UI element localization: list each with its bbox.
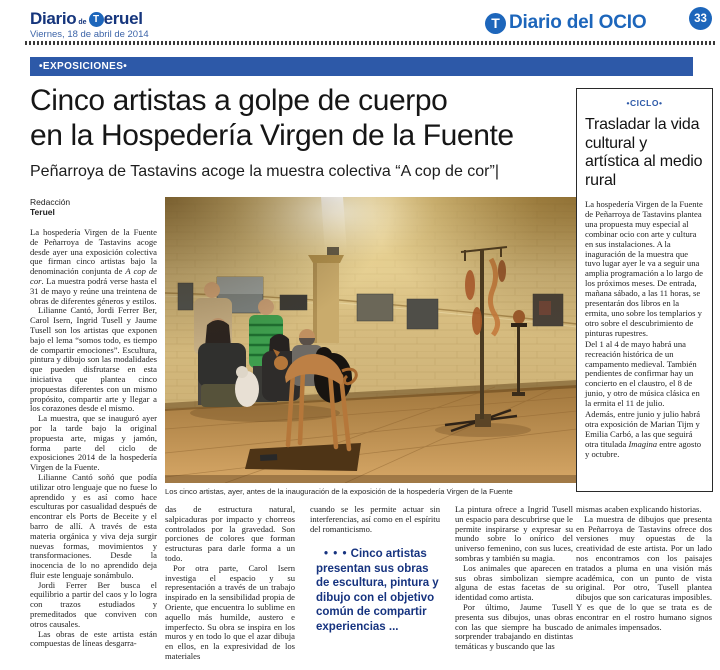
article-column-1	[30, 228, 157, 665]
ciclo-body	[585, 200, 704, 460]
ocio-logo	[484, 12, 646, 34]
paragraph: Del 1 al 4 de mayo habrá una recreación histórica de un campamento medieval. También pendientes de confirmar hay un concierto en el claustro, el 8 de junio, y otro de música clásica en la ermita el 11 de julio.	[585, 338, 700, 409]
byline	[30, 197, 70, 217]
paragraph: das de estructura natural, salpicaduras por impacto y chorreos controlados por la gravedad. Son porciones de colores que forman estructuras para darle forma a un todo.	[165, 505, 295, 563]
paragraph: Jordi Ferrer Ber busca el equilibrio a partir del caos y lo logra con trazos estudiados y premeditados que conviven con otros causales.	[30, 579, 157, 629]
paragraph: Lilianne Cantó soñó que podía utilizar otro lenguaje que no fuese lo aprendido y es así como hace esculturas por casualidad después de encontrar els Ports de Beceite y el barro de allí. A través de esta materia orgánica y viva deja surgir nuevas formas, movimientos y transformaciones. Desde la inocencia de lo no aprendido deja fluir este lenguaje sonámbulo.	[30, 471, 157, 580]
ciclo-section-label: •CICLO•	[626, 98, 663, 108]
paragraph-text: entre agosto y octubre.	[585, 438, 702, 459]
section-bar-exposiciones: •EXPOSICIONES•	[30, 57, 693, 76]
ocio-label: Diario del OCIO	[509, 12, 647, 33]
paragraph: cuando se les permite actuar sin interferencias, así como en el espíritu del romanticismo.	[310, 505, 440, 534]
article-column-4	[455, 505, 573, 668]
paragraph: La hospedería Virgen de la Fuente de Peñarroya de Tastavins plantea una propuesta muy especial al combinar ocio con arte y cultura en sus instalaciones. A la inaguración de la muestra que tuvo lugar ayer le va a seguir una amplia programación a lo largo de los próximos meses. De entrada, mañana sábado, a las 11 horas, se presentarán dos libros en la ermita, uno sobre los templarios y otro sobre el descubrimiento de pinturas rupestres.	[585, 199, 703, 338]
paragraph: La muestra, que se inauguró ayer por la tarde bajo la original propuesta arte, migas y jamón, forma parte del ciclo de exposiciones 2014 de la hospedería Virgen de la Fuente.	[30, 413, 157, 473]
headline-line1: Cinco artistas a golpe de cuerpo	[30, 84, 448, 117]
paragraph: Las obras de este artista están compuestas de líneas desgarra-	[30, 628, 157, 649]
ocio-t-icon: T	[485, 13, 506, 34]
byline-label: Redacción	[30, 197, 71, 207]
page-number-badge: 33	[689, 7, 712, 30]
paragraph: Por otra parte, Carol Isern investiga el espacio y su representación a través de un trabajo inspirado en la sensibilidad propia de Oriente, que encuentra lo sublime en aquello más humilde, austero e imperfecto. Su obra se inspira en los muros y en todo lo que el azar dibuja en ellos, en la expresividad de los materiales	[165, 562, 295, 661]
ciclo-sidebar-box	[576, 88, 713, 492]
paragraph-italic: Imagina	[628, 438, 658, 449]
pull-quote-text: Cinco artistas presentan sus obras de escultura, pintura y dibujo con el objetivo común de compartir experiencias ...	[316, 548, 439, 633]
article-photo	[165, 197, 577, 483]
paragraph-text: Además, entre junio y julio habrá otra exposición de Marian Tijm y Emilia Carbó, a las que seguirá otra titulada	[585, 409, 701, 449]
photo-caption: Los cinco artistas, ayer, antes de la inauguración de la exposición de la hospedería Virgen de la Fuente	[165, 487, 513, 496]
masthead-eruel: eruel	[103, 9, 143, 28]
teruel-t-icon: T	[89, 12, 104, 27]
article-headline	[30, 83, 575, 153]
dotted-rule	[25, 41, 715, 45]
pull-quote	[316, 547, 440, 634]
paragraph-text: La hospedería Virgen de la Fuente de Peñarroya de Tastavins acoge desde ayer una exposición colectiva que firman cinco artistas bajo la denominación conjunta de	[30, 228, 157, 277]
paragraph: Por último, Jaume Tusell presenta sus dibujos, unas obras con las que siempre ha buscado sorprender trabajando en distintas temáticas y buscando que las	[455, 601, 573, 652]
masthead-diario: Diario	[30, 9, 77, 28]
pull-quote-bullets: • • •	[324, 548, 348, 561]
paragraph	[30, 228, 157, 306]
byline-place: Teruel	[30, 207, 55, 217]
gallery-photo-illustration	[165, 197, 577, 483]
masthead-de: de	[78, 18, 87, 26]
headline-line2: en la Hospedería Virgen de la Fuente	[30, 119, 514, 152]
paragraph: Los animales que aparecen en sus obras simbolizan siempre alguna de estas facetas de su identidad como artista.	[455, 562, 573, 603]
paragraph-text: . La muestra podrá verse hasta el 31 de mayo y reúne una treintena de obras de diferentes géneros y estilos.	[30, 275, 157, 306]
paragraph: mismas acaben explicando historias.	[576, 505, 702, 514]
article-column-5	[576, 505, 712, 668]
article-column-3	[310, 505, 440, 668]
article-column-2	[165, 505, 295, 668]
paragraph: La pintura ofrece a Ingrid Tusell un espacio para descubrirse que le permite inspirarse y expresar su mundo sobre lo onírico del universo femenino, con sus luces, sombras y también su magia.	[455, 505, 573, 563]
paragraph	[585, 410, 704, 460]
ciclo-title: Trasladar la vida cultural y artística al medio rural	[585, 116, 703, 189]
masthead-logo	[30, 9, 143, 29]
paragraph: La muestra de dibujos que presenta en Peñarroya de Tastavins ofrece dos versiones muy opuestas de la creatividad de este artista. Por un lado nos encontramos con los paisajes tratados a pluma en una visión más académica, con un punto de vista original. Por otro, Tusell plantea dibujos que son caricaturas imposibles. Y es que de lo que se trata es de encontrar en el rostro humano signos de animales impensados.	[576, 513, 712, 632]
paragraph-italic: A cop de cor	[30, 266, 157, 286]
article-subhead: Peñarroya de Tastavins acoge la muestra colectiva “A cop de cor”|	[30, 163, 499, 180]
edition-date: Viernes, 18 de abril de 2014	[30, 29, 149, 40]
paragraph: Lilianne Cantó, Jordi Ferrer Ber, Carol Isern, Ingrid Tusell y Jaume Tusell son los artistas que exponen bajo el lema “somos todo, es tiempo de compartir emociones”. Escultura, pintura y dibujo son las modalidades que pueden disfrutarse en esta iniciativa que plantea cinco propuestas diferentes con un mismo propósito, compartir arte y llegar a los corazones desde el mismo.	[30, 305, 157, 414]
